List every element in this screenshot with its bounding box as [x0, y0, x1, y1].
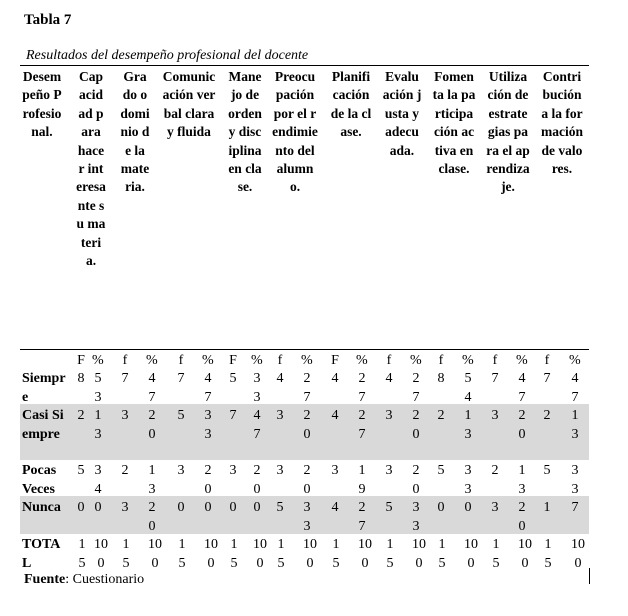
subheader-cell: f [277, 353, 283, 368]
table-cell: 20 [204, 463, 212, 497]
top-rule [20, 65, 589, 66]
subheader-cell: % [301, 353, 313, 368]
table-cell: 33 [412, 500, 420, 534]
source-text: : Cuestionario [65, 572, 145, 587]
table-cell: 20 [412, 463, 420, 497]
table-cell: 4 [331, 408, 339, 423]
header-preocupacion: Preocupación por el rendimiento del alumno. [272, 69, 318, 195]
table-cell: 15 [544, 537, 552, 571]
table-cell: 15 [492, 537, 500, 571]
table-cell: 47 [518, 371, 526, 405]
table-cell: 0 [229, 500, 237, 515]
subheader-cell: % [202, 353, 214, 368]
table-cell: 27 [358, 371, 366, 405]
subheader-cell: f [492, 353, 498, 368]
table-cell: 100 [303, 537, 317, 571]
table-cell: 2 [543, 408, 551, 423]
table-cell: 3 [491, 500, 499, 515]
subheader-cell: f [438, 353, 444, 368]
table-cell: 3 [276, 408, 284, 423]
header-comunicacion: Comunicación verbal clara y fluida [162, 69, 216, 140]
subheader-cell: % [146, 353, 158, 368]
table-caption: Resultados del desempeño profesional del docente [26, 48, 309, 63]
table-cell: 3 [385, 408, 393, 423]
table-cell: 2 [121, 463, 129, 478]
table-cell: 100 [571, 537, 585, 571]
row-label: TOTAL [22, 537, 61, 571]
subheader-cell: % [516, 353, 528, 368]
header-capacidad: Capacidad para hacer interesante su materia. [76, 69, 106, 269]
table-cell: 5 [177, 408, 185, 423]
table-cell: 0 [437, 500, 445, 515]
table-cell: 20 [518, 500, 526, 534]
subheader-cell: % [92, 353, 104, 368]
source-note [24, 572, 144, 588]
subheader-cell: % [356, 353, 368, 368]
table-cell: 15 [332, 537, 340, 571]
header-contribucion: Contribución a la formación de valores. [541, 69, 583, 177]
table-cell: 15 [78, 537, 86, 571]
subheader-cell: % [251, 353, 263, 368]
table-cell: 13 [464, 408, 472, 442]
table-cell: 100 [358, 537, 372, 571]
table-title: Tabla 7 [24, 12, 72, 28]
table-cell: 47 [253, 408, 261, 442]
table-cell: 27 [358, 500, 366, 534]
table-cell: 15 [438, 537, 446, 571]
table-cell: 0 [204, 500, 212, 515]
table-cell: 15 [230, 537, 238, 571]
subheader-cell: F [77, 353, 85, 368]
table-cell: 100 [204, 537, 218, 571]
table-cell: 19 [358, 463, 366, 497]
table-cell: 13 [571, 408, 579, 442]
table-cell: 20 [148, 500, 156, 534]
subheader-cell: % [569, 353, 581, 368]
table-cell: 20 [148, 408, 156, 442]
table-cell: 0 [253, 500, 261, 515]
table-cell: 8 [437, 371, 445, 386]
table-cell: 27 [303, 371, 311, 405]
table-cell: 47 [148, 371, 156, 405]
table-cell: 20 [412, 408, 420, 442]
table-cell: 7 [571, 500, 579, 515]
table-cell: 20 [253, 463, 261, 497]
header-fomenta: Fomenta la participación activa en clase. [432, 69, 476, 177]
table-cell: 7 [543, 371, 551, 386]
table-cell: 2 [491, 463, 499, 478]
table-cell: 4 [331, 371, 339, 386]
subheader-cell: f [386, 353, 392, 368]
table-cell: 5 [77, 463, 85, 478]
table-cell: 34 [94, 463, 102, 497]
header-utilizacion: Utilización de estrategias para el aprendizaje. [486, 69, 530, 195]
row-label: Siempre [22, 371, 66, 405]
subheader-cell: F [331, 353, 339, 368]
table-cell: 15 [277, 537, 285, 571]
table-cell: 7 [177, 371, 185, 386]
subheader-cell: f [122, 353, 128, 368]
table-cell: 3 [385, 463, 393, 478]
table-cell: 1 [543, 500, 551, 515]
table-cell: 33 [204, 408, 212, 442]
table-cell: 33 [571, 463, 579, 497]
table-cell: 3 [121, 408, 129, 423]
table-cell: 47 [204, 371, 212, 405]
table-cell: 100 [518, 537, 532, 571]
table-cell: 3 [121, 500, 129, 515]
table-cell: 3 [276, 463, 284, 478]
subheader-cell: f [544, 353, 550, 368]
table-cell: 100 [94, 537, 108, 571]
table-cell: 27 [412, 371, 420, 405]
table-cell: 20 [303, 408, 311, 442]
header-evaluacion: Evaluación justa y adecuada. [382, 69, 422, 158]
table-cell: 0 [94, 500, 102, 515]
table-cell: 33 [303, 500, 311, 534]
table-cell: 3 [229, 463, 237, 478]
table-cell: 3 [491, 408, 499, 423]
subheader-cell: % [462, 353, 474, 368]
table-cell: 53 [94, 371, 102, 405]
table-cell: 4 [276, 371, 284, 386]
table-cell: 7 [121, 371, 129, 386]
table-cell: 5 [276, 500, 284, 515]
table-cell: 13 [94, 408, 102, 442]
table-cell: 0 [77, 500, 85, 515]
subheader-cell: F [229, 353, 237, 368]
table-cell: 8 [77, 371, 85, 386]
table-cell: 33 [464, 463, 472, 497]
table-cell: 27 [358, 408, 366, 442]
table-cell: 4 [385, 371, 393, 386]
table-cell: 3 [177, 463, 185, 478]
table-cell: 100 [253, 537, 267, 571]
source-label: Fuente [24, 572, 66, 587]
table-cell: 54 [464, 371, 472, 405]
table-cell: 13 [518, 463, 526, 497]
subheader-cell: % [410, 353, 422, 368]
header-dominio: Grado o dominio de la materia. [120, 69, 150, 195]
header-desempeno: Desempeño Profesional. [22, 69, 62, 140]
subheader-cell: f [178, 353, 184, 368]
table-cell: 2 [77, 408, 85, 423]
table-cell: 4 [331, 500, 339, 515]
table-cell: 15 [122, 537, 130, 571]
row-label: Pocas Veces [22, 463, 57, 497]
table-cell: 2 [437, 408, 445, 423]
header-rule [20, 349, 589, 350]
header-planificacion: Planificación de la clase. [330, 69, 372, 140]
header-manejo: Manejo de orden y disciplina en clase. [228, 69, 262, 195]
table-cell: 5 [385, 500, 393, 515]
table-cell: 0 [464, 500, 472, 515]
table-cell: 20 [518, 408, 526, 442]
table-cell: 15 [386, 537, 394, 571]
table-cell: 5 [437, 463, 445, 478]
table-cell: 20 [303, 463, 311, 497]
table-cell: 13 [148, 463, 156, 497]
table-cell: 100 [464, 537, 478, 571]
table-cell: 3 [331, 463, 339, 478]
table-cell: 0 [177, 500, 185, 515]
row-label: Casi Siempre [22, 408, 64, 442]
right-edge-rule [589, 568, 590, 584]
table-cell: 100 [412, 537, 426, 571]
table-cell: 47 [571, 371, 579, 405]
table-cell: 5 [229, 371, 237, 386]
table-cell: 7 [491, 371, 499, 386]
table-cell: 33 [253, 371, 261, 405]
table-cell: 5 [543, 463, 551, 478]
table-cell: 15 [178, 537, 186, 571]
table-cell: 100 [148, 537, 162, 571]
row-label: Nunca [22, 500, 61, 515]
table-cell: 7 [229, 408, 237, 423]
